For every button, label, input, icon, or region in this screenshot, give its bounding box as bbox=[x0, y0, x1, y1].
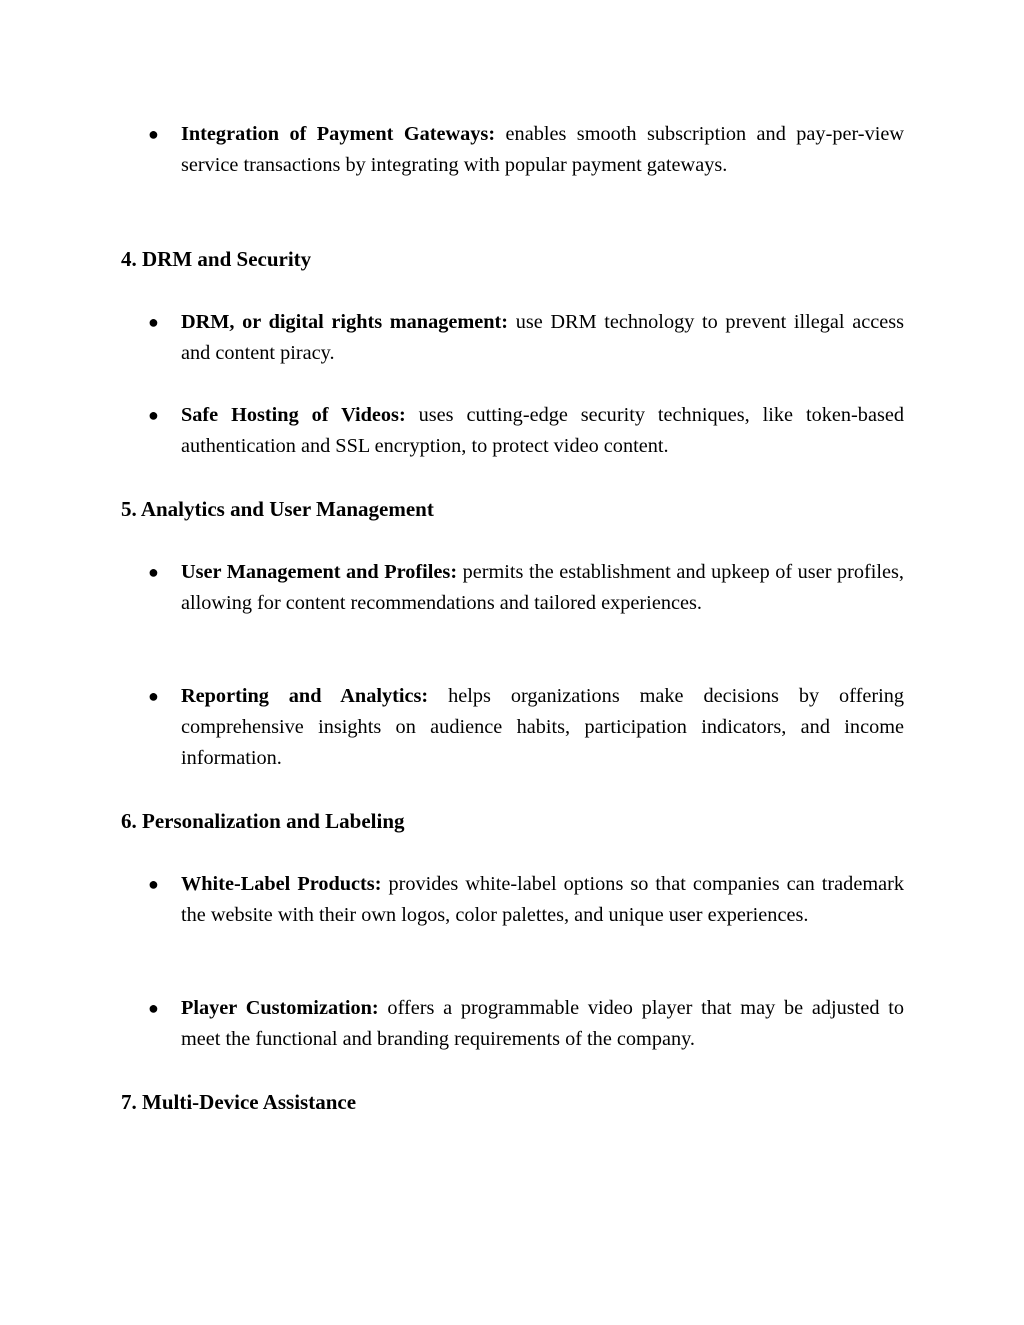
bullet-description: permits the establishment and upkeep of user profiles, allowing for content recommendations and tailored experiences. bbox=[181, 561, 904, 614]
bullet-term: Reporting and Analytics: bbox=[181, 685, 429, 707]
bullet-reporting-analytics bbox=[148, 681, 904, 774]
bullet-player-customization bbox=[148, 993, 904, 1055]
bullet-description: use DRM technology to prevent illegal access and content piracy. bbox=[181, 311, 904, 364]
bullet-description: provides white-label options so that companies can trademark the website with their own logos, color palettes, and unique user experiences. bbox=[181, 873, 904, 926]
bullet-dot: ● bbox=[148, 874, 159, 894]
bullet-dot: ● bbox=[148, 312, 159, 332]
bullet-white-label bbox=[148, 869, 904, 931]
bullet-description: offers a programmable video player that may be adjusted to meet the functional and branding requirements of the company. bbox=[181, 997, 904, 1050]
bullet-term: Player Customization: bbox=[181, 997, 379, 1019]
bullet-description: helps organizations make decisions by offering comprehensive insights on audience habits, participation indicators, and income information. bbox=[181, 685, 904, 769]
bullet-term: User Management and Profiles: bbox=[181, 561, 458, 583]
bullet-text bbox=[181, 400, 904, 462]
bullet-drm bbox=[148, 307, 904, 369]
bullet-text bbox=[181, 307, 904, 369]
bullet-dot: ● bbox=[148, 998, 159, 1018]
bullet-dot: ● bbox=[148, 124, 159, 144]
bullet-text bbox=[181, 993, 904, 1055]
bullet-dot: ● bbox=[148, 686, 159, 706]
bullet-text bbox=[181, 681, 904, 774]
bullet-payment-gateways bbox=[148, 119, 904, 181]
bullet-safe-hosting bbox=[148, 400, 904, 462]
bullet-dot: ● bbox=[148, 562, 159, 582]
section-heading-multi-device: 7. Multi-Device Assistance bbox=[121, 1090, 357, 1114]
bullet-text bbox=[181, 557, 904, 619]
bullet-description: uses cutting-edge security techniques, like token-based authentication and SSL encryption, to protect video content. bbox=[181, 404, 904, 457]
bullet-text bbox=[181, 869, 904, 931]
bullet-term: Integration of Payment Gateways: bbox=[181, 123, 496, 145]
bullet-description: enables smooth subscription and pay-per-view service transactions by integrating with popular payment gateways. bbox=[181, 123, 904, 176]
bullet-term: DRM, or digital rights management: bbox=[181, 311, 509, 333]
bullet-term: Safe Hosting of Videos: bbox=[181, 404, 406, 426]
section-heading-drm-security: 4. DRM and Security bbox=[121, 247, 312, 271]
bullet-text bbox=[181, 119, 904, 181]
section-heading-analytics-user-management: 5. Analytics and User Management bbox=[121, 497, 434, 521]
bullet-user-management bbox=[148, 557, 904, 619]
bullet-dot: ● bbox=[148, 405, 159, 425]
section-heading-personalization-labeling: 6. Personalization and Labeling bbox=[121, 809, 405, 833]
bullet-term: White-Label Products: bbox=[181, 873, 382, 895]
